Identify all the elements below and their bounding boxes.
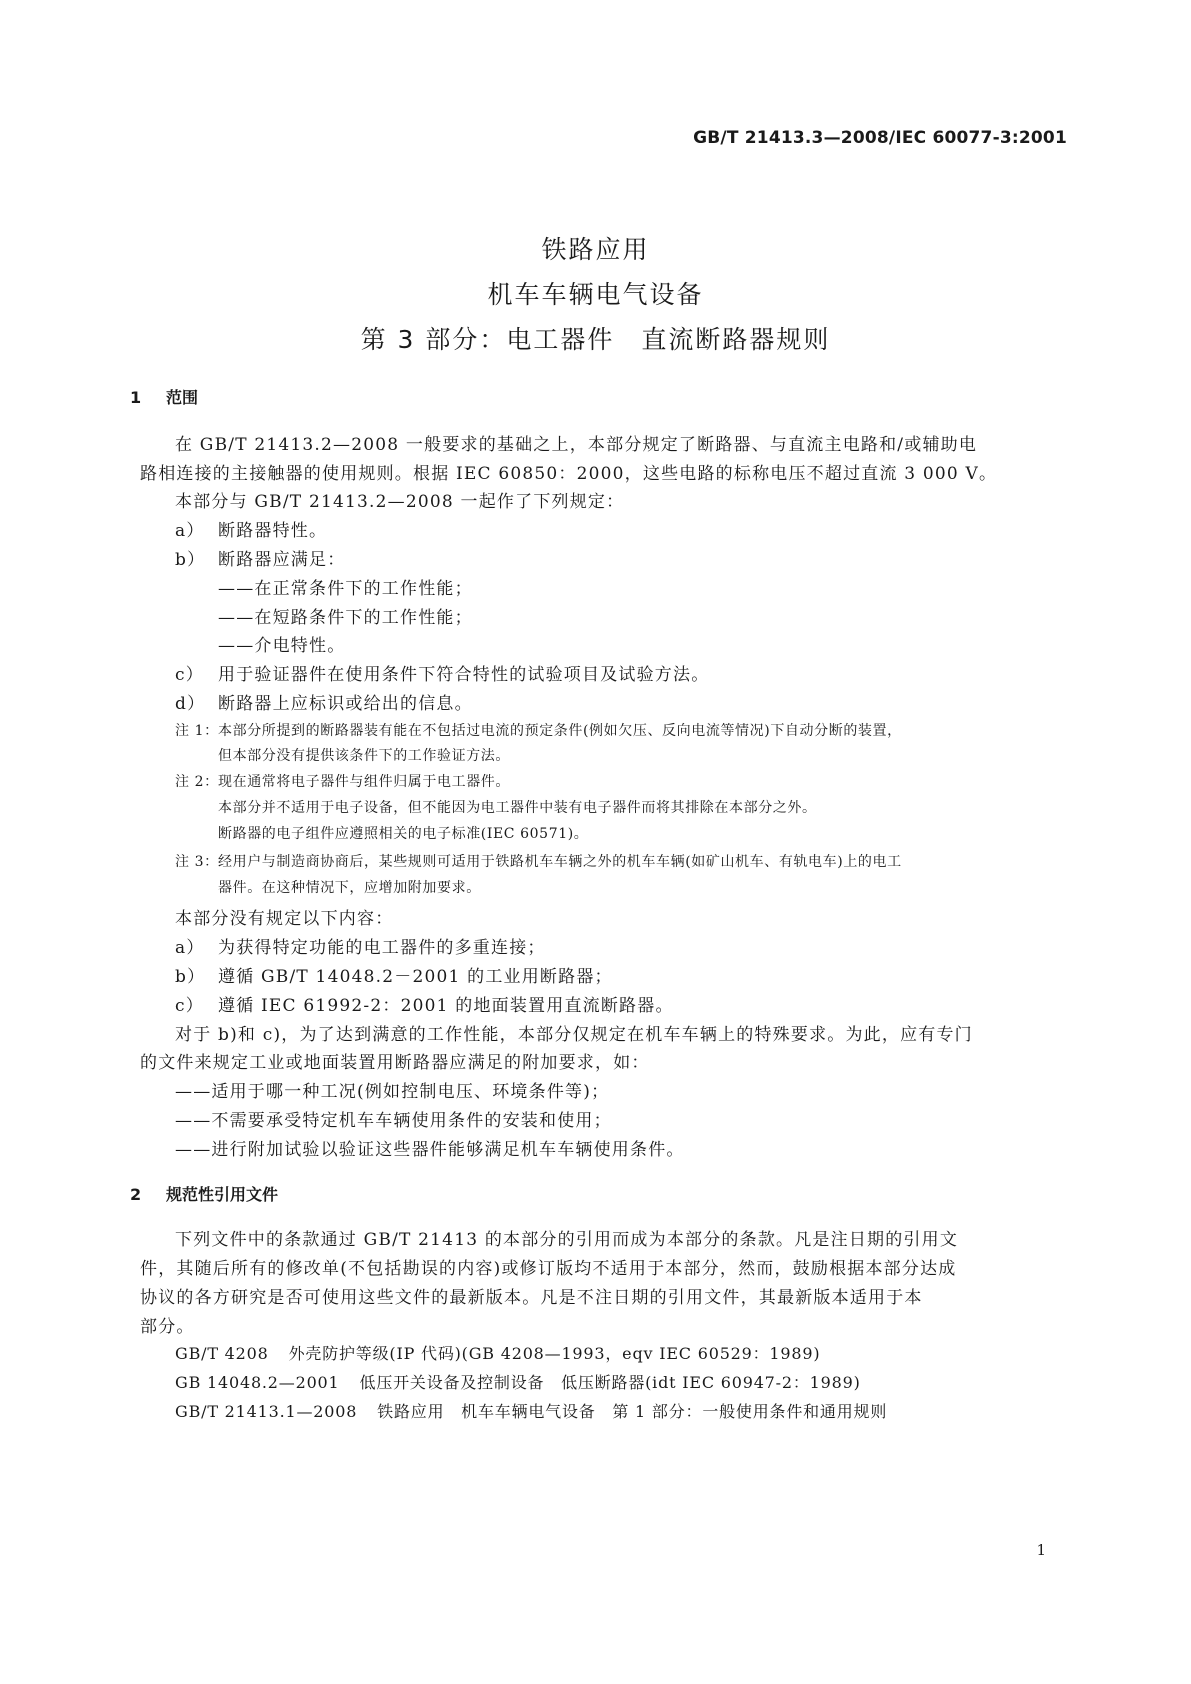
reference-item: [175, 1370, 881, 1393]
list-label: a）: [175, 938, 205, 958]
list-text: 断路器上应标识或给出的信息。: [218, 694, 473, 714]
note-2-line-1: 现在通常将电子器件与组件归属于电工器件。: [218, 774, 510, 790]
list-text: 为获得特定功能的电工器件的多重连接；: [218, 938, 546, 958]
title-line-2: 机车车辆电气设备: [487, 280, 704, 309]
dash-item: ——介电特性。: [218, 636, 346, 656]
reference-code: GB/T 4208: [175, 1344, 269, 1363]
note-3-line-2: 器件。在这种情况下，应增加附加要求。: [218, 880, 481, 896]
section-1-title: 范围: [166, 388, 199, 407]
note-2-line-2: 本部分并不适用于电子设备，但不能因为电工器件中装有电子器件而将其排除在本部分之外。: [218, 800, 817, 816]
list-item: [175, 689, 473, 714]
page-number: 1: [1036, 1541, 1046, 1559]
note-2-line-3: 断路器的电子组件应遵照相关的电子标准(IEC 60571)。: [218, 826, 589, 842]
scope-paragraph-2: 本部分与 GB/T 21413.2—2008 一起作了下列规定：: [175, 492, 625, 512]
list-item: [175, 991, 674, 1016]
standard-code: GB/T 21413.3—2008/IEC 60077-3:2001: [693, 128, 1067, 148]
reference-title: 外壳防护等级(IP 代码)(GB 4208—1993，eqv IEC 60529：1989): [288, 1344, 821, 1363]
list-item: [175, 933, 546, 958]
title-line-1: 铁路应用: [541, 235, 650, 264]
list-item: [175, 962, 613, 987]
note-1-line-2: 但本部分没有提供该条件下的工作验证方法。: [218, 748, 510, 764]
note-1-line-1: 本部分所提到的断路器装有能在不包括过电流的预定条件(例如欠压、反向电流等情况)下自动分断的装置，: [218, 723, 902, 739]
references-paragraph-line-2: 件，其随后所有的修改单(不包括勘误的内容)或修订版均不适用于本部分，然而，鼓励根据本部分达成: [140, 1259, 957, 1279]
section-2-number: 2: [130, 1185, 142, 1204]
references-paragraph-line-3: 协议的各方研究是否可使用这些文件的最新版本。凡是不注日期的引用文件，其最新版本适用于本: [140, 1288, 923, 1308]
title-line-3: 第 3 部分：电工器件 直流断路器规则: [360, 325, 831, 354]
reference-title: 铁路应用 机车车辆电气设备 第 1 部分：一般使用条件和通用规则: [377, 1402, 888, 1421]
list-text: 断路器特性。: [218, 521, 328, 541]
note-3-label: 注 3：: [175, 854, 219, 870]
section-1-heading: [130, 385, 198, 408]
list-item: [175, 516, 327, 541]
dash-item: ——不需要承受特定机车车辆使用条件的安装和使用；: [175, 1111, 612, 1131]
note-2-label: 注 2：: [175, 774, 219, 790]
scope-paragraph-3: 本部分没有规定以下内容：: [175, 909, 394, 929]
list-label: c）: [175, 996, 204, 1016]
reference-title: 低压开关设备及控制设备 低压断路器(idt IEC 60947-2：1989): [359, 1373, 861, 1392]
list-label: a）: [175, 521, 205, 541]
reference-code: GB 14048.2—2001: [175, 1373, 340, 1392]
reference-code: GB/T 21413.1—2008: [175, 1402, 358, 1421]
list-text: 断路器应满足：: [218, 550, 346, 570]
note-3-line-1: 经用户与制造商协商后，某些规则可适用于铁路机车车辆之外的机车车辆(如矿山机车、有轨电车)上的电工: [218, 854, 902, 870]
scope-paragraph-4-line-2: 的文件来规定工业或地面装置用断路器应满足的附加要求，如：: [140, 1053, 650, 1073]
list-label: b）: [175, 967, 206, 987]
section-1-number: 1: [130, 388, 142, 407]
dash-item: ——进行附加试验以验证这些器件能够满足机车车辆使用条件。: [175, 1140, 685, 1160]
dash-item: ——在正常条件下的工作性能；: [218, 579, 473, 599]
reference-item: [175, 1341, 840, 1364]
list-label: d）: [175, 694, 206, 714]
note-1-label: 注 1：: [175, 723, 219, 739]
reference-item: [175, 1399, 907, 1422]
scope-paragraph-1-line-2: 路相连接的主接触器的使用规则。根据 IEC 60850：2000，这些电路的标称电压不超过直流 3 000 V。: [140, 464, 998, 484]
section-2-title: 规范性引用文件: [166, 1185, 279, 1204]
references-paragraph-line-1: 下列文件中的条款通过 GB/T 21413 的本部分的引用而成为本部分的条款。凡是注日期的引用文: [175, 1230, 959, 1250]
list-item: [175, 660, 709, 685]
dash-item: ——在短路条件下的工作性能；: [218, 608, 473, 628]
list-label: b）: [175, 550, 206, 570]
list-text: 遵循 IEC 61992-2：2001 的地面装置用直流断路器。: [218, 996, 674, 1016]
scope-paragraph-1-line-1: 在 GB/T 21413.2—2008 一般要求的基础之上，本部分规定了断路器、与直流主电路和/或辅助电: [175, 435, 978, 455]
list-label: c）: [175, 665, 204, 685]
references-paragraph-line-4: 部分。: [140, 1317, 195, 1337]
list-item: [175, 545, 345, 570]
section-2-heading: [130, 1182, 278, 1205]
scope-paragraph-4-line-1: 对于 b)和 c)，为了达到满意的工作性能，本部分仅规定在机车车辆上的特殊要求。为此，应有专门: [175, 1025, 973, 1045]
list-text: 用于验证器件在使用条件下符合特性的试验项目及试验方法。: [218, 665, 710, 685]
dash-item: ——适用于哪一种工况(例如控制电压、环境条件等)；: [175, 1082, 610, 1102]
list-text: 遵循 GB/T 14048.2－2001 的工业用断路器；: [218, 967, 613, 987]
